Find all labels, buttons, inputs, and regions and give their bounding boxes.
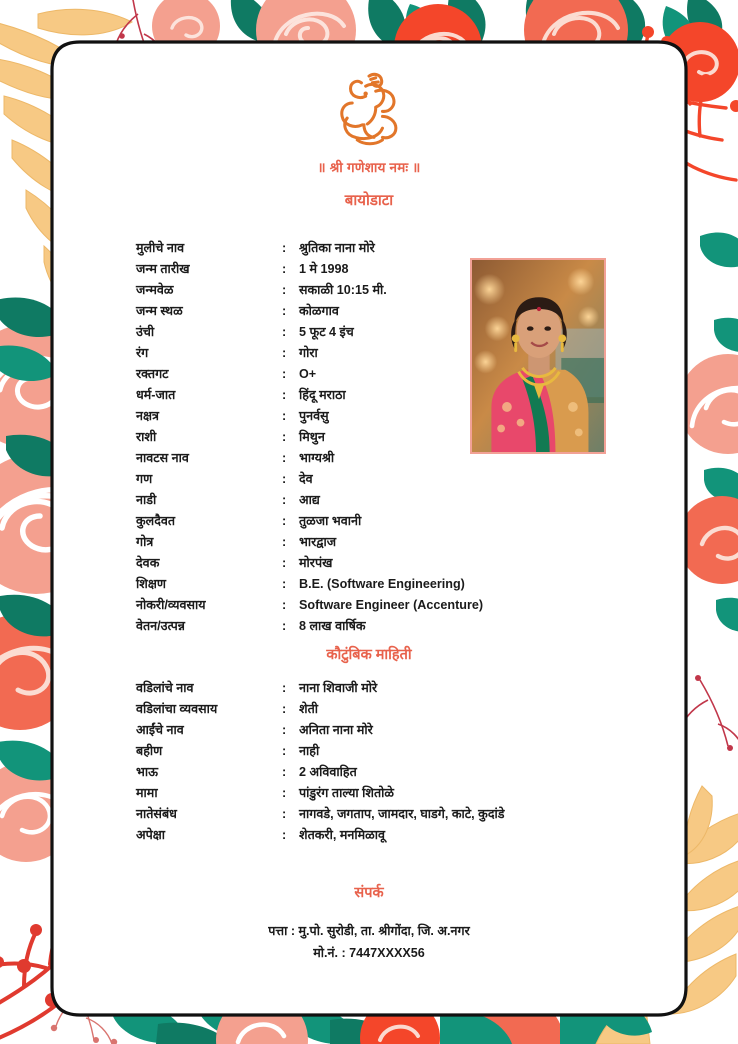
row-separator: : bbox=[282, 451, 287, 465]
row-value: श्रुतिका नाना मोरे bbox=[299, 241, 375, 255]
row-value: मोरपंख bbox=[299, 556, 333, 570]
row-value: हिंदू मराठा bbox=[299, 388, 346, 402]
row-label: राशी bbox=[136, 430, 157, 444]
personal-detail-row bbox=[136, 385, 656, 406]
row-value: आद्य bbox=[299, 493, 320, 507]
row-value: 1 मे 1998 bbox=[299, 262, 349, 276]
row-label: आईंचे नाव bbox=[136, 723, 184, 737]
personal-detail-row bbox=[136, 259, 656, 280]
row-separator: : bbox=[282, 283, 287, 297]
row-value: पुनर्वसु bbox=[299, 409, 329, 423]
row-label: नोकरी/व्यवसाय bbox=[136, 598, 206, 612]
row-label: नक्षत्र bbox=[136, 409, 159, 423]
contact-address: पत्ता : मु.पो. सुरोडी, ता. श्रीगोंदा, जि. अ.नगर bbox=[268, 924, 470, 938]
row-separator: : bbox=[282, 577, 287, 591]
row-separator: : bbox=[282, 388, 287, 402]
row-label: नाडी bbox=[136, 493, 157, 507]
row-value: 8 लाख वार्षिक bbox=[299, 619, 366, 633]
ganesha-icon bbox=[50, 66, 688, 150]
row-label: रक्तगट bbox=[136, 367, 169, 381]
family-detail-row bbox=[136, 804, 656, 825]
row-value: B.E. (Software Engineering) bbox=[299, 577, 465, 591]
personal-detail-row bbox=[136, 406, 656, 427]
family-detail-row bbox=[136, 825, 656, 846]
row-separator: : bbox=[282, 786, 287, 800]
row-value: पांडुरंग ताल्या शितोळे bbox=[299, 786, 394, 800]
row-value: देव bbox=[299, 472, 313, 486]
family-detail-row bbox=[136, 762, 656, 783]
personal-detail-row bbox=[136, 511, 656, 532]
row-label: वडिलांचे नाव bbox=[136, 681, 194, 695]
row-value: भाग्यश्री bbox=[299, 451, 335, 465]
row-separator: : bbox=[282, 598, 287, 612]
row-separator: : bbox=[282, 723, 287, 737]
row-value: 5 फूट 4 इंच bbox=[299, 325, 354, 339]
personal-detail-row bbox=[136, 532, 656, 553]
row-label: भाऊ bbox=[136, 765, 159, 779]
row-separator: : bbox=[282, 681, 287, 695]
row-label: उंची bbox=[136, 325, 155, 339]
row-value: Software Engineer (Accenture) bbox=[299, 598, 484, 612]
invocation-text: ॥ श्री गणेशाय नमः ॥ bbox=[317, 160, 421, 175]
personal-detail-row bbox=[136, 280, 656, 301]
row-separator: : bbox=[282, 493, 287, 507]
row-label: वडिलांचा व्यवसाय bbox=[136, 702, 218, 716]
row-separator: : bbox=[282, 304, 287, 318]
row-separator: : bbox=[282, 807, 287, 821]
row-separator: : bbox=[282, 472, 287, 486]
personal-detail-row bbox=[136, 595, 656, 616]
row-label: जन्म तारीख bbox=[136, 262, 190, 276]
row-label: गोत्र bbox=[136, 535, 154, 549]
row-separator: : bbox=[282, 367, 287, 381]
row-separator: : bbox=[282, 619, 287, 633]
family-details-list bbox=[136, 678, 656, 846]
personal-detail-row bbox=[136, 574, 656, 595]
row-separator: : bbox=[282, 409, 287, 423]
row-label: वेतन/उत्पन्न bbox=[136, 619, 185, 633]
row-separator: : bbox=[282, 556, 287, 570]
row-label: मामा bbox=[136, 786, 158, 800]
row-separator: : bbox=[282, 828, 287, 842]
row-value: सकाळी 10:15 मी. bbox=[299, 283, 387, 297]
family-details-section bbox=[50, 640, 688, 842]
row-label: नातेसंबंध bbox=[136, 807, 177, 821]
personal-detail-row bbox=[136, 490, 656, 511]
row-label: मुलीचे नाव bbox=[136, 241, 185, 255]
row-value: नाना शिवाजी मोरे bbox=[299, 681, 378, 695]
row-separator: : bbox=[282, 430, 287, 444]
row-value: तुळजा भवानी bbox=[299, 514, 362, 528]
personal-details-list bbox=[136, 238, 656, 637]
personal-detail-row bbox=[136, 301, 656, 322]
row-value: अनिता नाना मोरे bbox=[299, 723, 373, 737]
page-title: बायोडाटा bbox=[344, 192, 394, 209]
personal-detail-row bbox=[136, 553, 656, 574]
row-value: नागवडे, जगताप, जामदार, घाडगे, काटे, कुदांडे bbox=[299, 807, 505, 821]
row-separator: : bbox=[282, 325, 287, 339]
personal-detail-row bbox=[136, 616, 656, 637]
row-separator: : bbox=[282, 765, 287, 779]
row-label: नावटस नाव bbox=[136, 451, 189, 465]
family-section-heading: कौटुंबिक माहिती bbox=[326, 647, 412, 663]
row-separator: : bbox=[282, 744, 287, 758]
contact-section bbox=[50, 878, 688, 964]
personal-detail-row bbox=[136, 238, 656, 259]
family-detail-row bbox=[136, 678, 656, 699]
personal-detail-row bbox=[136, 427, 656, 448]
biodata-card bbox=[50, 40, 688, 1017]
row-label: गण bbox=[136, 472, 153, 486]
row-separator: : bbox=[282, 346, 287, 360]
row-value: मिथुन bbox=[299, 430, 325, 444]
personal-detail-row bbox=[136, 364, 656, 385]
row-label: रंग bbox=[136, 346, 149, 360]
row-label: जन्मवेळ bbox=[136, 283, 174, 297]
family-detail-row bbox=[136, 741, 656, 762]
row-value: नाही bbox=[299, 744, 320, 758]
row-label: धर्म-जात bbox=[136, 388, 176, 402]
family-detail-row bbox=[136, 783, 656, 804]
family-detail-row bbox=[136, 720, 656, 741]
personal-detail-row bbox=[136, 448, 656, 469]
row-value: शेती bbox=[299, 702, 319, 716]
row-value: गोरा bbox=[299, 346, 318, 360]
row-value: O+ bbox=[299, 367, 317, 381]
row-value: कोळगाव bbox=[299, 304, 339, 318]
family-detail-row bbox=[136, 699, 656, 720]
row-separator: : bbox=[282, 702, 287, 716]
row-label: अपेक्षा bbox=[136, 828, 166, 842]
personal-detail-row bbox=[136, 469, 656, 490]
contact-mobile: मो.नं. : 7447XXXX56 bbox=[313, 946, 425, 960]
row-value: भारद्वाज bbox=[299, 535, 337, 549]
row-separator: : bbox=[282, 262, 287, 276]
row-separator: : bbox=[282, 514, 287, 528]
row-separator: : bbox=[282, 241, 287, 255]
row-label: कुलदैवत bbox=[136, 514, 176, 528]
contact-section-heading: संपर्क bbox=[354, 885, 384, 901]
row-label: बहीण bbox=[136, 744, 163, 758]
row-label: शिक्षण bbox=[136, 577, 166, 591]
row-value: 2 अविवाहित bbox=[299, 765, 357, 779]
personal-detail-row bbox=[136, 343, 656, 364]
row-label: जन्म स्थळ bbox=[136, 304, 183, 318]
personal-detail-row bbox=[136, 322, 656, 343]
row-value: शेतकरी, मनमिळावू bbox=[299, 828, 385, 842]
row-label: देवक bbox=[136, 556, 160, 570]
row-separator: : bbox=[282, 535, 287, 549]
